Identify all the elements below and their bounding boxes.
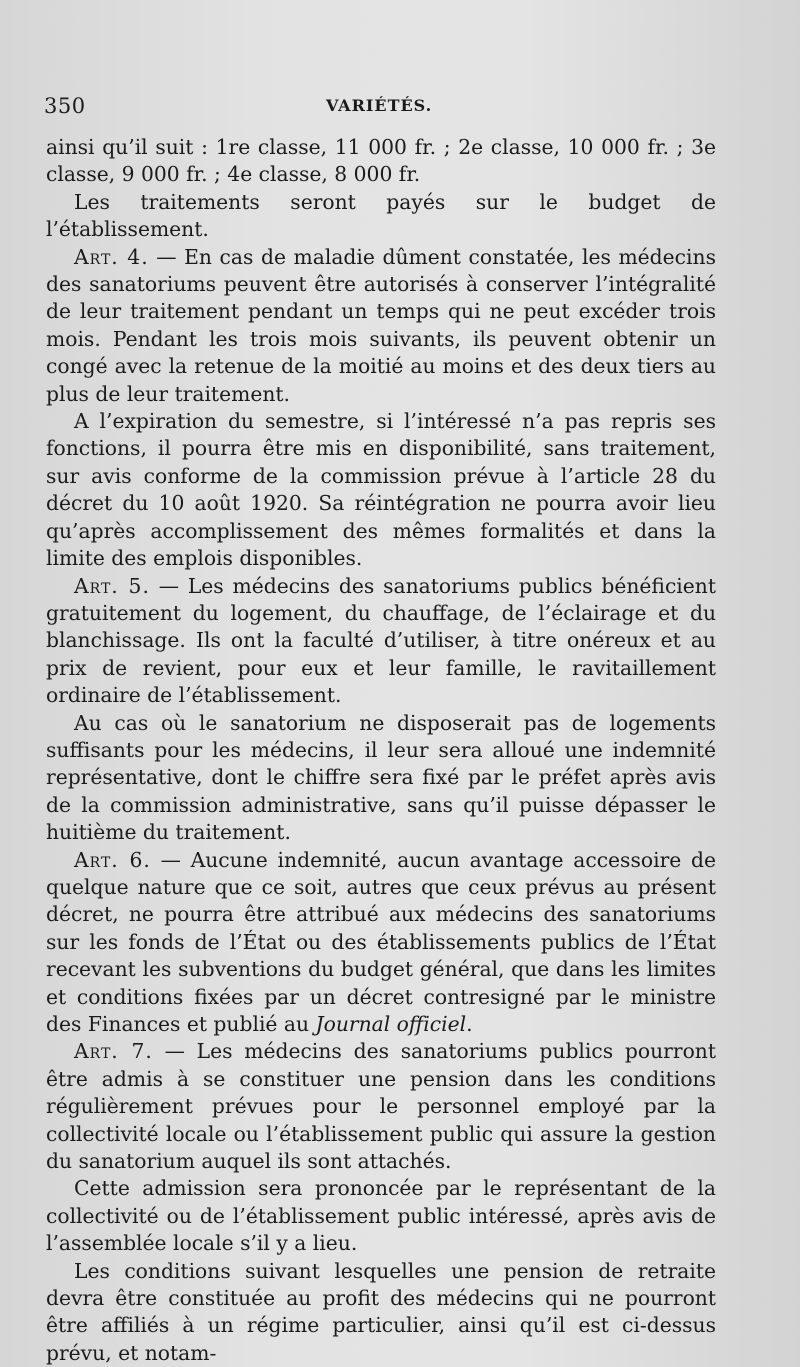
paragraph: A l’expiration du semestre, si l’intéressé n’a pas repris ses fonctions, il pourra être mis en disponibilité, sans traitement, sur avis conforme de la commission prévue à l’article 28 du décret du 10 août 1920. Sa réintégration ne pourra avoir lieu qu’après accomplissement des mêmes formalités et dans la limite des emplois disponibles. [46, 409, 716, 571]
paragraph: ainsi qu’il suit : 1re classe, 11 000 fr. ; 2e classe, 10 000 fr. ; 3e classe, 9 000 fr. ; 4e classe, 8 000 fr. [46, 135, 716, 187]
page-body [46, 134, 716, 1367]
running-title: VARIÉTÉS. [326, 96, 433, 115]
paragraph: Cette admission sera prononcée par le représentant de la collectivité ou de l’établissement public intéressé, après avis de l’assemblée locale s’il y a lieu. [46, 1176, 716, 1256]
article-5-paragraph: Art. 5. — Les médecins des sanatoriums publics bénéficient gratuitement du logement, du chauffage, de l’éclairage et du blanchissage. Ils ont la faculté d’utiliser, à titre onéreux et au prix de revient, pour eux et leur famille, le ravitaillement ordinaire de l’établissement. [46, 573, 717, 708]
page-header [44, 94, 714, 122]
article-4-paragraph: Art. 4. — En cas de maladie dûment constatée, les médecins des sanatoriums peuvent être autorisés à conserver l’intégralité de leur traitement pendant un temps qui ne peut excéder trois mois. Pendant les trois mois suivants, ils peuvent obtenir un congé avec la retenue de la moitié au moins et des deux tiers au plus de leur traitement. [46, 244, 716, 406]
article-heading: Art. 4. [74, 244, 149, 269]
article-7-paragraph: Art. 7. — Les médecins des sanatoriums publics pourront être admis à se constituer une pension dans les conditions régulièrement prévues pour le personnel employé par la collectivité locale ou l’établissement public qui assure la gestion du sanatorium auquel ils sont attachés. [46, 1039, 716, 1174]
article-heading: Art. 5. [74, 573, 150, 598]
journal-title: Journal officiel [315, 1012, 467, 1036]
paragraph: Au cas où le sanatorium ne disposerait pas de logements suffisants pour les médecins, il leur sera alloué une indemnité représentative, dont le chiffre sera fixé par le préfet après avis de la commission administrative, sans qu’il puisse dépasser le huitième du traitement. [46, 710, 716, 845]
article-heading: Art. 7. [74, 1039, 153, 1064]
article-6-paragraph: Art. 6. — Aucune indemnité, aucun avantage accessoire de quelque nature que ce soit, autres que ceux prévus au présent décret, ne pourra être attribué aux médecins des sanatoriums sur les fonds de l’État ou des établissements publics de l’État recevant les subventions du budget général, que dans les limites et conditions fixées par un décret contresigné par le ministre des Finances et publié au Journal officiel. [46, 847, 716, 1036]
paragraph: Les traitements seront payés sur le budget de l’établissement. [46, 189, 716, 242]
paragraph: Les conditions suivant lesquelles une pension de retraite devra être constituée au profit des médecins qui ne pourront être affiliés à un régime particulier, ainsi qu’il est ci-dessus prévu, et notam- [46, 1258, 716, 1365]
article-heading: Art. 6. [74, 847, 151, 872]
page-number: 350 [44, 94, 86, 118]
